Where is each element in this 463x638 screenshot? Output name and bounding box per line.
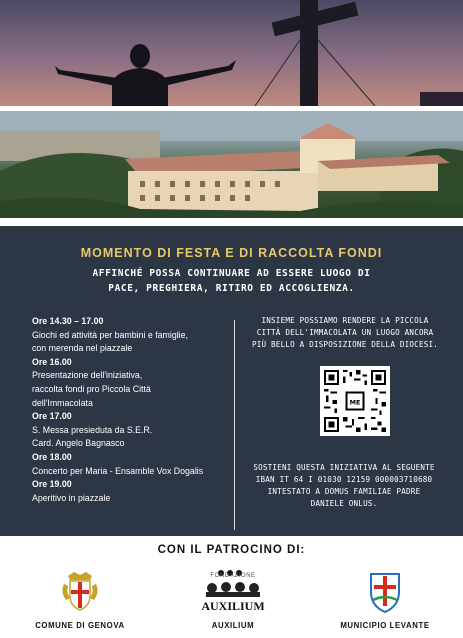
program-desc: con merenda nel piazzale [32, 343, 133, 354]
program-desc: Giochi ed attività per bambini e famiglie, [32, 329, 188, 340]
program-desc: S. Messa presieduta da S.E.R. [32, 424, 153, 435]
donation-line: DANIELE ONLUS. [310, 499, 378, 508]
program-item [32, 478, 232, 505]
logo-label: AUXILIUM [211, 621, 255, 630]
program-desc: raccolta fondi pro Piccola Città [32, 383, 151, 394]
program-time: Ore 19.00 [32, 479, 72, 490]
appeal-line: CITTÀ DELL'IMMACOLATA UN LUOGO ANCORA [256, 328, 434, 337]
donation-text [246, 462, 442, 510]
auxilium-logo-icon [198, 570, 268, 614]
program-desc: Aperitivo in piazzale [32, 492, 111, 503]
program-desc: Concerto per Maria - Ensamble Vox Dogalis [32, 465, 204, 476]
program-item [32, 356, 232, 410]
vertical-divider [234, 320, 235, 530]
program-time: Ore 17.00 [32, 411, 72, 422]
appeal-text [250, 315, 440, 351]
appeal-line: INSIEME POSSIAMO RENDERE LA PICCOLA [261, 316, 429, 325]
patronage-heading: CON IL PATROCINO DI: [157, 544, 306, 556]
building-illustration [0, 111, 463, 218]
event-title: MOMENTO DI FESTA E DI RACCOLTA FONDI [80, 246, 383, 260]
qr-label: ME [349, 398, 361, 407]
dots-separator [218, 561, 248, 569]
program-item [32, 410, 232, 451]
program-item [32, 315, 232, 356]
auxilium-logo [178, 570, 288, 630]
comune-genova-logo [20, 570, 140, 630]
genova-crest-icon [60, 570, 100, 614]
program-item [32, 451, 232, 478]
event-subtitle [60, 266, 403, 296]
auxilium-top-text: FONDAZIONE [210, 573, 256, 579]
program-schedule [32, 315, 232, 505]
municipio-levante-logo [320, 570, 450, 630]
subtitle-line-1: AFFINCHÉ POSSA CONTINUARE AD ESSERE LUOGO DI [92, 268, 371, 279]
auxilium-wordmark: AUXILIUM [201, 599, 265, 613]
program-desc: Card. Angelo Bagnasco [32, 438, 125, 449]
silhouette-cross-illustration [0, 0, 463, 106]
qr-code[interactable] [320, 366, 390, 436]
info-panel [0, 226, 463, 536]
program-time: Ore 18.00 [32, 451, 72, 462]
logo-label: MUNICIPIO LEVANTE [340, 621, 430, 630]
subtitle-line-2: PACE, PREGHIERA, RITIRO ED ACCOGLIENZA. [108, 283, 355, 294]
aerial-building-image [0, 111, 463, 218]
program-desc: dell'Immacolata [32, 397, 93, 408]
appeal-line: PIÙ BELLO A DISPOSIZIONE DELLA DIOCESI. [251, 340, 439, 349]
program-desc: Presentazione dell'iniziativa, [32, 370, 143, 381]
hero-image [0, 0, 463, 106]
donation-line: SOSTIENI QUESTA INIZIATIVA AL SEGUENTE [253, 463, 435, 472]
iban-line: IBAN IT 64 I 01030 12159 000003710680 [255, 475, 433, 484]
program-time: Ore 16.00 [32, 356, 72, 367]
program-time: Ore 14.30 – 17.00 [32, 316, 104, 326]
qr-code-icon [324, 370, 386, 432]
levante-shield-icon [365, 570, 405, 616]
logo-label: COMUNE DI GENOVA [35, 621, 125, 630]
donation-line: INTESTATO A DOMUS FAMILIAE PADRE [267, 487, 421, 496]
